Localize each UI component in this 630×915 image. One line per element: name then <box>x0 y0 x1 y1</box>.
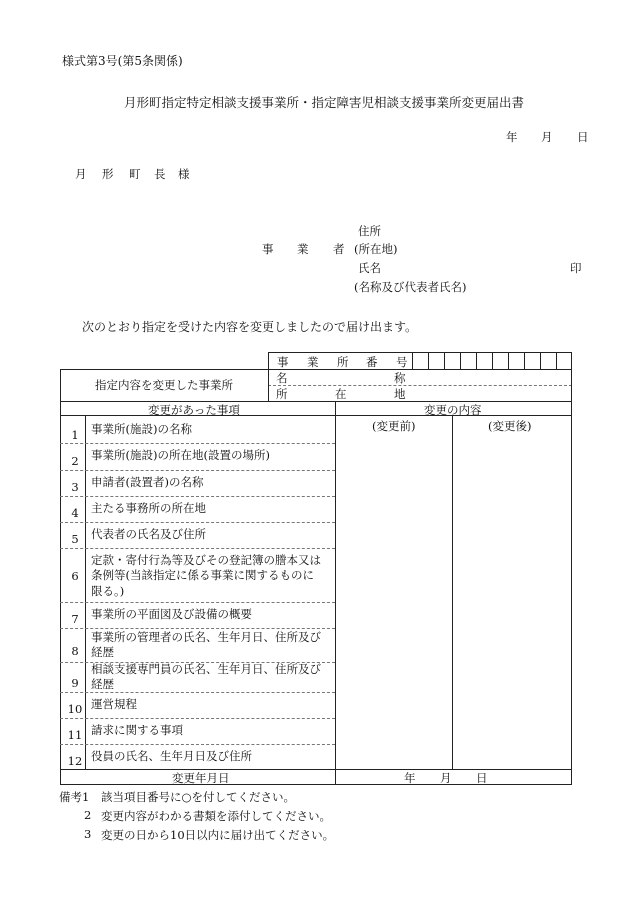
note-text: 変更内容がわかる書類を添付してください。 <box>101 809 331 823</box>
item-text: 事業所の管理者の氏名、生年月日、住所及び <box>91 630 321 644</box>
name-field-char: 名 <box>276 371 288 385</box>
date-day: 日 <box>577 130 589 144</box>
item-number: 8 <box>71 644 79 658</box>
item-number: 10 <box>67 702 83 716</box>
item-text: 事業所の平面図及び設備の概要 <box>91 607 252 621</box>
applicant-label-char: 者 <box>333 242 345 256</box>
office-number-char: 所 <box>337 355 349 369</box>
change-content-header: 変更の内容 <box>424 403 482 417</box>
form-id: 様式第3号(第5条関係) <box>62 54 183 68</box>
item-number: 2 <box>71 454 79 468</box>
office-number-char: 事 <box>277 355 289 369</box>
note-text: 変更の日から10日以内に届け出てください。 <box>101 828 335 842</box>
item-number: 7 <box>71 612 79 626</box>
item-text: 限る。) <box>91 584 125 598</box>
change-date-day: 日 <box>476 771 488 785</box>
address-label: 住所 <box>358 224 381 238</box>
changed-office-label: 指定内容を変更した事業所 <box>95 378 233 392</box>
name-paren-label: (名称及び代表者氏名) <box>354 280 467 294</box>
addressee-char: 長 <box>154 167 166 181</box>
office-number-char: 番 <box>366 355 378 369</box>
item-text: 運営規程 <box>91 697 137 711</box>
item-number: 12 <box>67 754 83 768</box>
item-text: 代表者の氏名及び住所 <box>91 527 206 541</box>
item-text: 相談支援専門員の氏名、生年月日、住所及び <box>91 662 321 676</box>
item-text: 事業所(施設)の名称 <box>91 422 192 436</box>
item-text: 役員の氏名、生年月日及び住所 <box>91 749 252 763</box>
change-date-year: 年 <box>404 771 416 785</box>
addressee-char: 町 <box>129 167 141 181</box>
address-paren-label: (所在地) <box>354 242 398 256</box>
item-text: 条例等(当該指定に係る事業に関するものに <box>91 568 314 582</box>
item-number: 5 <box>71 532 79 546</box>
office-number-char: 業 <box>307 355 319 369</box>
date-year: 年 <box>506 130 518 144</box>
date-month: 月 <box>541 130 553 144</box>
addressee-char: 様 <box>178 167 190 181</box>
item-text: 請求に関する事項 <box>91 723 183 737</box>
seal-mark: 印 <box>570 261 582 275</box>
item-number: 3 <box>71 480 79 494</box>
item-text: 定款・寄付行為等及びその登記簿の謄本又は <box>91 553 321 567</box>
location-field-char: 所 <box>276 387 288 401</box>
page-title: 月形町指定特定相談支援事業所・指定障害児相談支援事業所変更届出書 <box>124 95 525 110</box>
name-label: 氏名 <box>358 261 381 275</box>
item-text: 事業所(施設)の所在地(設置の場所) <box>91 448 270 462</box>
item-text: 経歴 <box>91 645 114 659</box>
item-number: 4 <box>71 506 79 520</box>
change-date-month: 月 <box>440 771 452 785</box>
location-field-char: 在 <box>335 387 347 401</box>
office-number-char: 号 <box>396 355 408 369</box>
note-prefix: 2 <box>84 808 92 822</box>
change-date-label: 変更年月日 <box>172 771 230 785</box>
item-number: 6 <box>71 569 79 583</box>
addressee-char: 月 <box>75 167 87 181</box>
item-number: 11 <box>67 728 83 742</box>
applicant-label-char: 事 <box>262 242 274 256</box>
item-number: 9 <box>71 676 79 690</box>
name-field-char: 称 <box>394 371 406 385</box>
addressee-char: 形 <box>102 167 114 181</box>
item-number: 1 <box>71 428 79 442</box>
item-text: 経歴 <box>91 677 114 691</box>
note-prefix: 3 <box>84 827 92 841</box>
location-field-char: 地 <box>394 387 406 401</box>
note-text: 該当項目番号に○を付してください。 <box>101 790 296 804</box>
after-label: (変更後) <box>488 419 532 433</box>
applicant-label-char: 業 <box>297 242 309 256</box>
item-text: 主たる事務所の所在地 <box>91 501 206 515</box>
item-text: 申請者(設置者)の名称 <box>91 475 204 489</box>
changed-items-header: 変更があった事項 <box>148 403 240 417</box>
note-prefix: 備考1 <box>59 790 90 804</box>
before-label: (変更前) <box>372 419 416 433</box>
intro-text: 次のとおり指定を受けた内容を変更しましたので届け出ます。 <box>82 320 418 334</box>
